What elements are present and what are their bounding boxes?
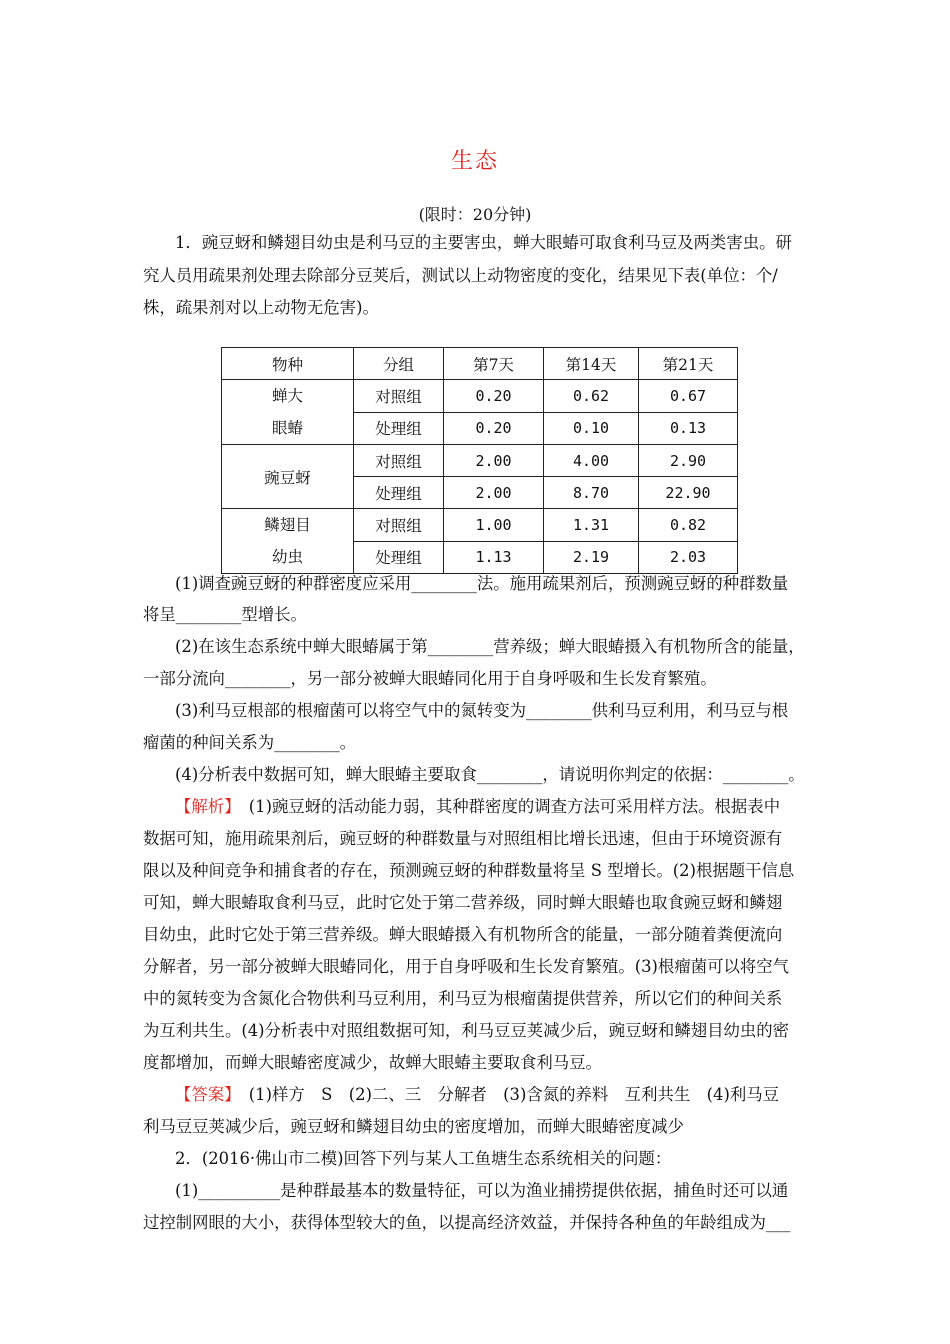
q1-line-3: 株，疏果剂对以上动物无危害)。 xyxy=(143,298,379,317)
value-cell: 22.90 xyxy=(639,477,738,509)
value-cell: 1.00 xyxy=(444,509,544,542)
header-day21: 第21天 xyxy=(639,348,738,380)
species-name-line: 幼虫 xyxy=(271,548,303,566)
value-cell: 2.00 xyxy=(444,445,544,477)
analysis-line-6: 分解者，另一部分被蝉大眼蝽同化，用于自身呼吸和生长发育繁殖。(3)根瘤菌可以将空气 xyxy=(143,957,790,976)
value-cell: 2.90 xyxy=(639,445,738,477)
sub-question-3b: 瘤菌的种间关系为________。 xyxy=(143,733,357,752)
answer-line-1 xyxy=(175,1085,779,1105)
sub-question-3a: (3)利马豆根部的根瘤菌可以将空气中的氮转变为________供利马豆利用，利马豆与根 xyxy=(175,701,789,720)
header-species: 物种 xyxy=(222,348,354,380)
sub-question-2a: (2)在该生态系统中蝉大眼蝽属于第________营养级；蝉大眼蝽摄入有机物所含的能量， xyxy=(175,637,805,656)
page-title: 生态 xyxy=(450,149,499,174)
header-day7: 第7天 xyxy=(444,348,544,380)
species-cell: 豌豆蚜 xyxy=(222,445,354,509)
value-cell: 8.70 xyxy=(544,477,639,509)
species-cell xyxy=(222,509,354,574)
analysis-tag: 【解析】 xyxy=(175,797,233,816)
analysis-text: (1)豌豆蚜的活动能力弱，其种群密度的调查方法可采用样方法。根据表中 xyxy=(232,797,781,816)
value-cell: 0.20 xyxy=(444,412,544,445)
sub-question-1a: (1)调查豌豆蚜的种群密度应采用________法。施用疏果剂后，预测豌豆蚜的种群数量 xyxy=(175,574,789,593)
group-cell: 对照组 xyxy=(354,509,444,542)
value-cell: 0.62 xyxy=(544,380,639,413)
table-row xyxy=(222,380,738,413)
value-cell: 0.20 xyxy=(444,380,544,413)
table-row xyxy=(222,509,738,542)
value-cell: 0.10 xyxy=(544,412,639,445)
analysis-line-5: 目幼虫，此时它处于第三营养级。蝉大眼蝽摄入有机物所含的能量，一部分随着粪便流向 xyxy=(143,925,783,944)
analysis-line-9: 度都增加，而蝉大眼蝽密度减少，故蝉大眼蝽主要取食利马豆。 xyxy=(143,1053,602,1072)
answer-text: (1)样方 S (2)二、三 分解者 (3)含氮的养料 互利共生 (4)利马豆 xyxy=(232,1085,780,1104)
analysis-line-1 xyxy=(175,797,780,817)
value-cell: 4.00 xyxy=(544,445,639,477)
value-cell: 0.82 xyxy=(639,509,738,542)
analysis-line-2: 数据可知，施用疏果剂后，豌豆蚜的种群数量与对照组相比增长迅速，但由于环境资源有 xyxy=(143,829,783,848)
value-cell: 0.67 xyxy=(639,380,738,413)
sub-question-2b: 一部分流向________，另一部分被蝉大眼蝽同化用于自身呼吸和生长发育繁殖。 xyxy=(143,669,717,688)
header-group: 分组 xyxy=(354,348,444,380)
analysis-line-8: 为互利共生。(4)分析表中对照组数据可知，利马豆豆荚减少后，豌豆蚜和鳞翅目幼虫的密 xyxy=(143,1021,790,1040)
species-name-line: 蝉大 xyxy=(271,387,303,405)
q2-line-1: 2．(2016·佛山市二模)回答下列与某人工鱼塘生态系统相关的问题： xyxy=(175,1149,672,1168)
sub-question-1b: 将呈________型增长。 xyxy=(143,605,307,624)
answer-tag: 【答案】 xyxy=(175,1085,233,1104)
group-cell: 处理组 xyxy=(354,412,444,445)
group-cell: 处理组 xyxy=(354,477,444,509)
sub-question-4: (4)分析表中数据可知，蝉大眼蝽主要取食________，请说明你判定的依据：________。 xyxy=(175,765,805,784)
group-cell: 对照组 xyxy=(354,380,444,413)
value-cell: 1.31 xyxy=(544,509,639,542)
species-name-line: 鳞翅目 xyxy=(264,516,311,534)
analysis-line-4: 可知，蝉大眼蝽取食利马豆，此时它处于第二营养级，同时蝉大眼蝽也取食豌豆蚜和鳞翅 xyxy=(143,893,783,912)
table-header-row xyxy=(222,348,738,380)
value-cell: 2.00 xyxy=(444,477,544,509)
species-name-line: 眼蝽 xyxy=(271,419,303,437)
answer-line-2: 利马豆豆荚减少后，豌豆蚜和鳞翅目幼虫的密度增加，而蝉大眼蝽密度减少 xyxy=(143,1117,684,1136)
header-day14: 第14天 xyxy=(544,348,639,380)
group-cell: 对照组 xyxy=(354,445,444,477)
analysis-line-3: 限以及种间竞争和捕食者的存在，预测豌豆蚜的种群数量将呈 S 型增长。(2)根据题干信息 xyxy=(143,861,795,880)
value-cell: 0.13 xyxy=(639,412,738,445)
q1-line-2: 究人员用疏果剂处理去除部分豆荚后，测试以上动物密度的变化，结果见下表(单位：个/ xyxy=(143,266,778,285)
species-cell xyxy=(222,380,354,445)
q2-line-3: 过控制网眼的大小，获得体型较大的鱼，以提高经济效益，并保持各种鱼的年龄组成为___ xyxy=(143,1213,791,1232)
value-cell: 1.13 xyxy=(444,541,544,574)
q2-line-2: (1)__________是种群最基本的数量特征，可以为渔业捕捞提供依据，捕鱼时还可以通 xyxy=(175,1181,789,1200)
value-cell: 2.19 xyxy=(544,541,639,574)
q1-line-1: 1．豌豆蚜和鳞翅目幼虫是利马豆的主要害虫，蝉大眼蝽可取食利马豆及两类害虫。研 xyxy=(175,233,792,252)
table-row xyxy=(222,445,738,477)
value-cell: 2.03 xyxy=(639,541,738,574)
analysis-line-7: 中的氮转变为含氮化合物供利马豆利用，利马豆为根瘤菌提供营养，所以它们的种间关系 xyxy=(143,989,783,1008)
time-limit: (限时：20分钟) xyxy=(418,205,532,224)
data-table xyxy=(221,347,738,574)
group-cell: 处理组 xyxy=(354,541,444,574)
